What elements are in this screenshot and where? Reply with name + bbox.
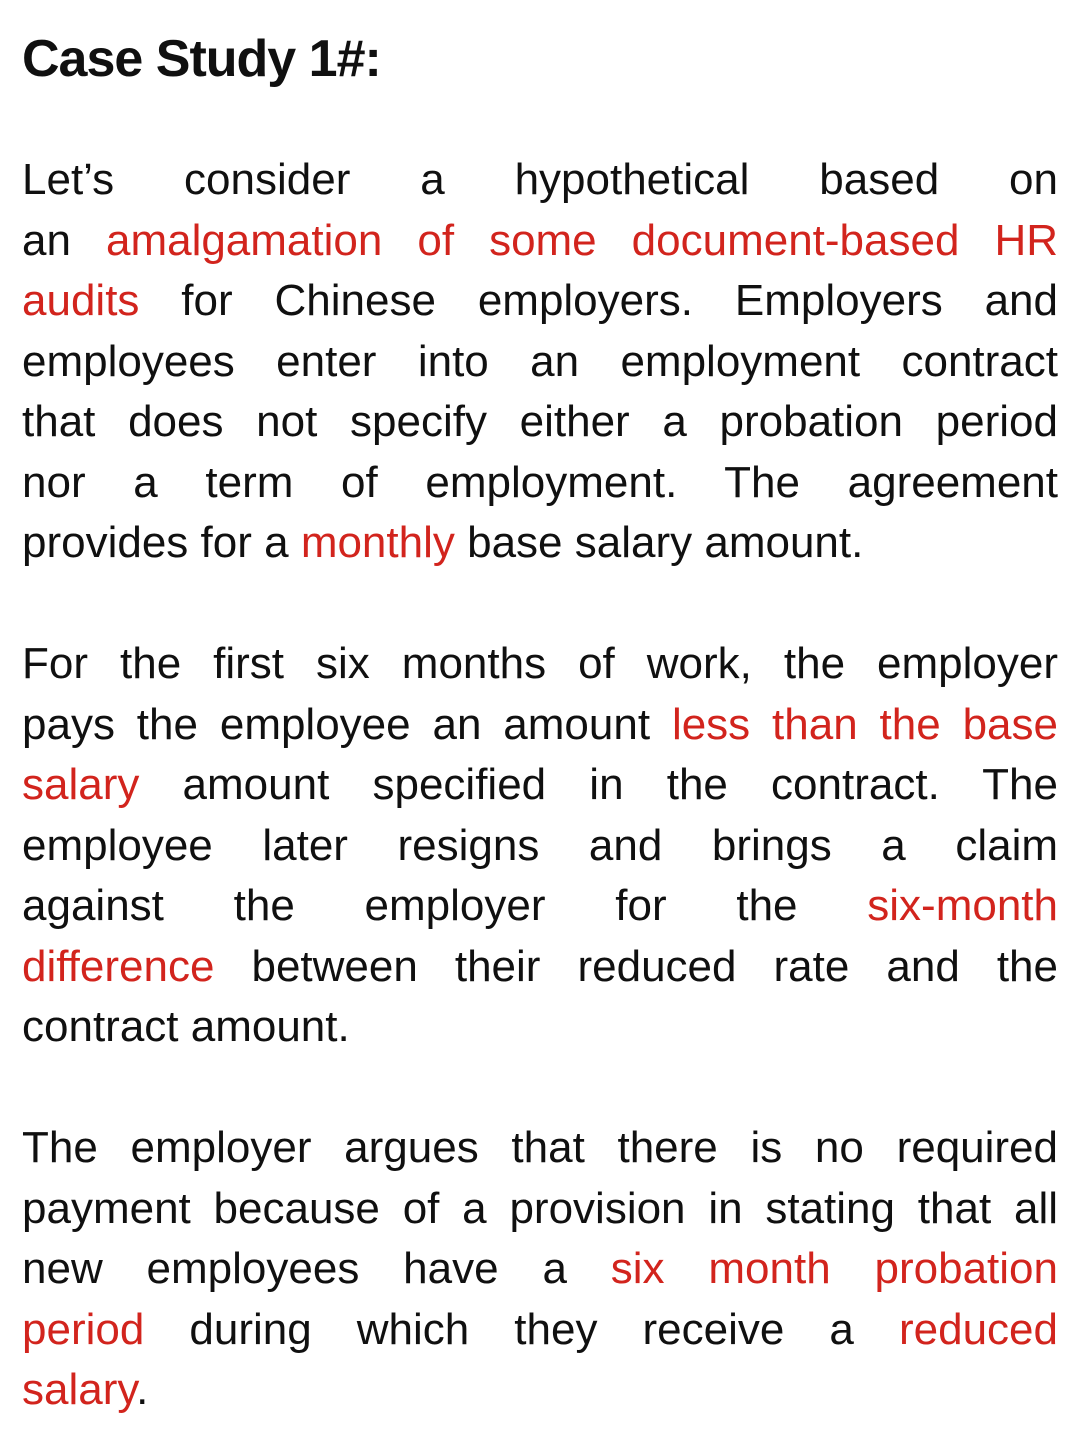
text-segment: pays the employee an amount <box>22 699 672 749</box>
highlighted-text-segment: six month probation <box>610 1244 1058 1293</box>
highlighted-text-segment: reduced <box>898 1304 1058 1354</box>
text-segment: amount specified in the contract. The <box>139 760 1058 809</box>
highlighted-text-segment: less than the base <box>671 699 1058 749</box>
text-line <box>22 332 1058 393</box>
text-segment: an <box>22 215 106 265</box>
case-study-title: Case Study 1#: <box>22 30 381 88</box>
paragraph-3 <box>22 1118 1058 1421</box>
highlighted-text-segment: period <box>22 1304 145 1354</box>
text-segment: for Chinese employers. Employers and <box>139 276 1058 325</box>
text-segment: against the employer for the <box>22 881 868 930</box>
highlighted-text-segment: amalgamation of some document-based HR <box>105 215 1058 265</box>
text-line <box>22 1179 1058 1240</box>
text-line <box>22 513 1058 574</box>
text-segment: contract amount. <box>22 1002 350 1051</box>
text-segment: new employees have a <box>22 1244 611 1293</box>
highlighted-text-segment: audits <box>22 276 140 325</box>
text-line <box>22 634 1058 695</box>
text-segment: between their reduced rate and the <box>214 941 1058 991</box>
highlighted-text-segment: difference <box>22 941 215 991</box>
text-line <box>22 392 1058 453</box>
text-line <box>22 695 1058 756</box>
text-line <box>22 755 1058 816</box>
text-line <box>22 1118 1058 1179</box>
text-segment: The employer argues that there is no required <box>22 1123 1058 1172</box>
text-line <box>22 1300 1058 1361</box>
text-line <box>22 876 1058 937</box>
text-line <box>22 453 1058 514</box>
text-segment: nor a term of employment. The agreement <box>22 457 1058 507</box>
text-segment: . <box>136 1365 149 1414</box>
highlighted-text-segment: six-month <box>867 881 1058 930</box>
article-body <box>22 150 1058 1421</box>
text-segment: provides for a <box>22 518 301 567</box>
text-segment: base salary amount. <box>454 518 864 567</box>
text-line <box>22 1239 1058 1300</box>
text-segment: payment because of a provision in stating that all <box>22 1183 1058 1233</box>
text-line <box>22 997 1058 1058</box>
text-segment: For the first six months of work, the employer <box>22 639 1058 688</box>
highlighted-text-segment: monthly <box>300 518 455 567</box>
text-segment: employees enter into an employment contract <box>22 336 1058 386</box>
text-segment: that does not specify either a probation period <box>22 397 1058 446</box>
text-line <box>22 150 1058 211</box>
text-line <box>22 211 1058 272</box>
text-segment: Let’s consider a hypothetical based on <box>22 155 1058 204</box>
text-line <box>22 271 1058 332</box>
text-line <box>22 1360 1058 1421</box>
highlighted-text-segment: salary <box>22 760 140 809</box>
highlighted-text-segment: salary <box>22 1365 137 1414</box>
text-line <box>22 816 1058 877</box>
paragraph-2 <box>22 634 1058 1058</box>
paragraph-1 <box>22 150 1058 574</box>
text-segment: employee later resigns and brings a claim <box>22 820 1058 870</box>
text-line <box>22 937 1058 998</box>
text-segment: during which they receive a <box>144 1304 899 1354</box>
